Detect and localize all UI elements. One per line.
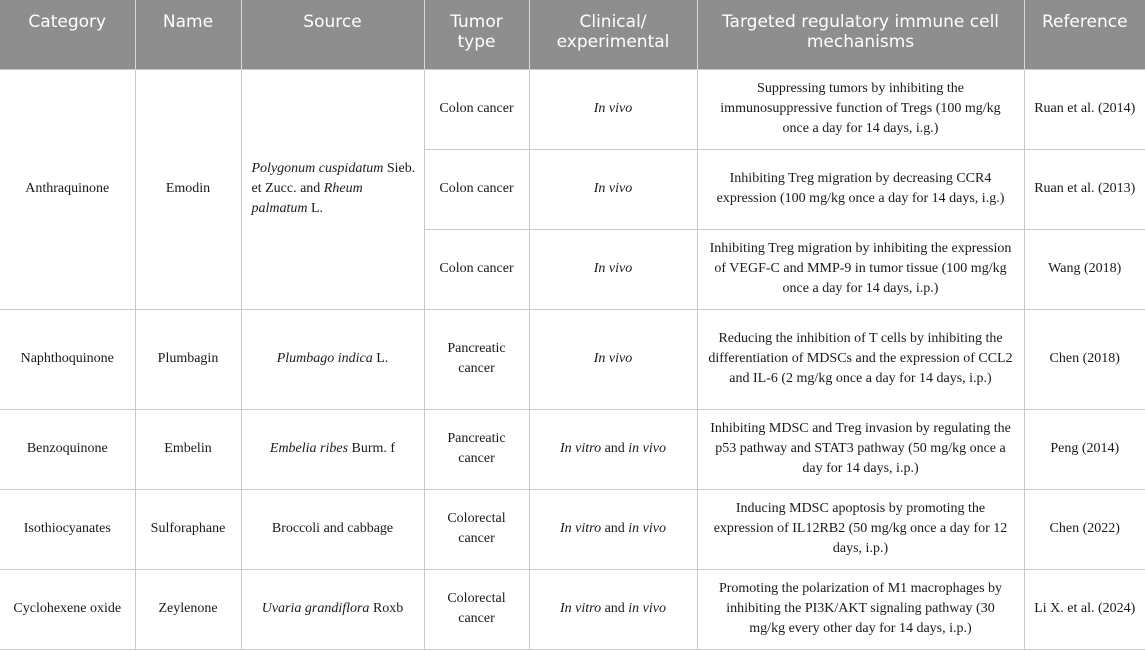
name-cell: Emodin (135, 69, 241, 309)
source-cell (241, 309, 424, 409)
clinical-and: and (601, 441, 629, 456)
mechanism-cell: Inhibiting Treg migration by inhibiting the expression of VEGF-C and MMP-9 in tumor tissue (100 mg/kg once a day for 14 days, i.p.) (697, 229, 1024, 309)
mechanism-cell: Inhibiting Treg migration by decreasing CCR4 expression (100 mg/kg once a day for 14 days, i.g.) (697, 149, 1024, 229)
header-category: Category (0, 0, 135, 69)
name-cell: Embelin (135, 409, 241, 489)
source-text: Sieb. et Zucc. and (251, 161, 416, 196)
table-row (0, 69, 1145, 149)
header-mechanisms: Targeted regulatory immune cell mechanisms (697, 0, 1024, 69)
header-clinical: Clinical/ experimental (529, 0, 697, 69)
species-name: Uvaria grandiflora (261, 601, 370, 616)
header-reference: Reference (1024, 0, 1145, 69)
tumor-cell: Colorectal cancer (424, 489, 529, 569)
clinical-in-vitro: In vitro (559, 441, 602, 456)
source-text: Burm. f (348, 441, 396, 456)
tumor-cell: Pancreatic cancer (424, 309, 529, 409)
table-row (0, 569, 1145, 649)
tumor-cell: Colon cancer (424, 149, 529, 229)
tumor-cell: Colorectal cancer (424, 569, 529, 649)
category-cell: Cyclohexene oxide (0, 569, 135, 649)
species-name: Polygonum cuspidatum (251, 161, 384, 176)
mechanism-cell: Inhibiting MDSC and Treg invasion by regulating the p53 pathway and STAT3 pathway (50 mg/kg once a day for 14 days, i.p.) (697, 409, 1024, 489)
name-cell: Zeylenone (135, 569, 241, 649)
reference-cell: Li X. et al. (2024) (1024, 569, 1145, 649)
clinical-cell: In vivo (529, 229, 697, 309)
mechanism-cell: Reducing the inhibition of T cells by inhibiting the differentiation of MDSCs and the expression of CCL2 and IL-6 (2 mg/kg once a day for 14 days, i.p.) (697, 309, 1024, 409)
tumor-cell: Colon cancer (424, 229, 529, 309)
category-cell: Benzoquinone (0, 409, 135, 489)
name-cell: Plumbagin (135, 309, 241, 409)
source-cell (241, 409, 424, 489)
header-tumor-type: Tumor type (424, 0, 529, 69)
source-cell: Broccoli and cabbage (241, 489, 424, 569)
reference-cell: Chen (2022) (1024, 489, 1145, 569)
clinical-in-vivo: in vivo (628, 601, 667, 616)
clinical-and: and (601, 601, 629, 616)
clinical-cell (529, 409, 697, 489)
source-text: Roxb (369, 601, 404, 616)
clinical-cell: In vivo (529, 309, 697, 409)
header-source: Source (241, 0, 424, 69)
clinical-in-vivo: in vivo (628, 441, 667, 456)
category-cell: Naphthoquinone (0, 309, 135, 409)
header-row (0, 0, 1145, 69)
mechanism-cell: Inducing MDSC apoptosis by promoting the expression of IL12RB2 (50 mg/kg once a day for 12 days, i.p.) (697, 489, 1024, 569)
mechanism-cell: Suppressing tumors by inhibiting the immunosuppressive function of Tregs (100 mg/kg once a day for 14 days, i.g.) (697, 69, 1024, 149)
reference-cell: Ruan et al. (2013) (1024, 149, 1145, 229)
reference-cell: Wang (2018) (1024, 229, 1145, 309)
clinical-cell: In vivo (529, 149, 697, 229)
header-name: Name (135, 0, 241, 69)
clinical-and: and (601, 521, 629, 536)
source-cell (241, 69, 424, 309)
source-text: L. (372, 351, 389, 366)
clinical-cell (529, 569, 697, 649)
name-cell: Sulforaphane (135, 489, 241, 569)
clinical-cell (529, 489, 697, 569)
reference-cell: Chen (2018) (1024, 309, 1145, 409)
species-name: Embelia ribes (269, 441, 349, 456)
source-text: L. (307, 201, 324, 216)
clinical-in-vivo: in vivo (628, 521, 667, 536)
species-name: Plumbago indica (276, 351, 373, 366)
tumor-cell: Pancreatic cancer (424, 409, 529, 489)
table-row (0, 309, 1145, 409)
clinical-in-vitro: In vitro (559, 601, 602, 616)
clinical-cell: In vivo (529, 69, 697, 149)
reference-cell: Ruan et al. (2014) (1024, 69, 1145, 149)
table-row (0, 409, 1145, 489)
source-cell (241, 569, 424, 649)
mechanism-cell: Promoting the polarization of M1 macrophages by inhibiting the PI3K/AKT signaling pathway (30 mg/kg every other day for 14 days, i.p.) (697, 569, 1024, 649)
reference-cell: Peng (2014) (1024, 409, 1145, 489)
tumor-cell: Colon cancer (424, 69, 529, 149)
clinical-in-vitro: In vitro (559, 521, 602, 536)
category-cell: Anthraquinone (0, 69, 135, 309)
category-cell: Isothiocyanates (0, 489, 135, 569)
table-row (0, 489, 1145, 569)
species-name: Rheum palmatum (251, 181, 363, 216)
